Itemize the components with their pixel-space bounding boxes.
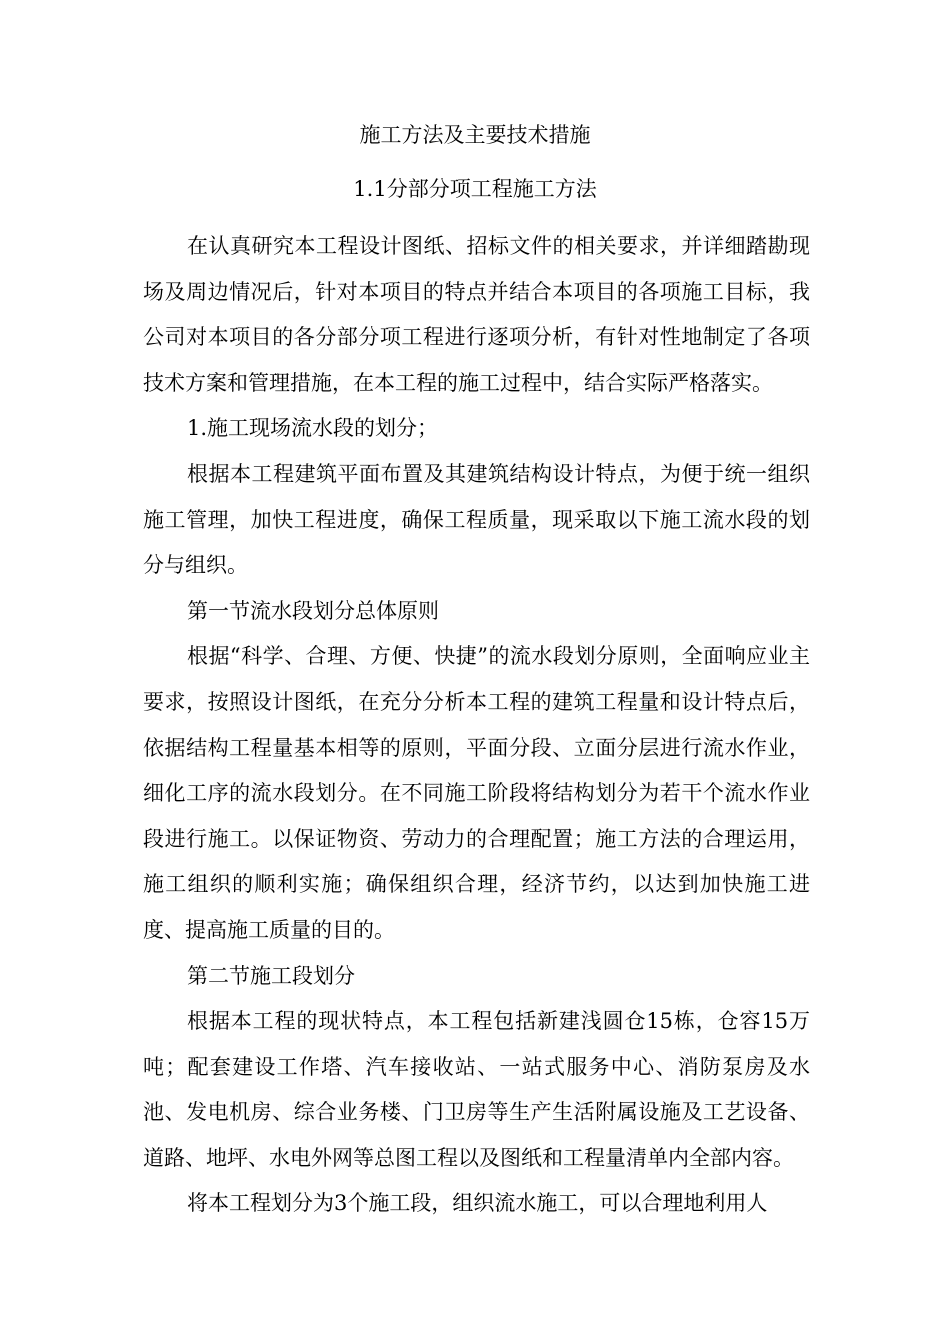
document-body [143,224,810,1227]
paragraph-scope: 根据本工程的现状特点，本工程包括新建浅圆仓15栋，仓容15万吨；配套建设工作塔、汽车接收站、一站式服务中心、消防泵房及水池、发电机房、综合业务楼、门卫房等生产生活附属设施及工艺设备、道路、地坪、水电外网等总图工程以及图纸和工程量清单内全部内容。 [143,1009,810,1170]
document-title: 施工方法及主要技术措施 [359,123,591,147]
paragraph-intro: 在认真研究本工程设计图纸、招标文件的相关要求，并详细踏勘现场及周边情况后，针对本项目的特点并结合本项目的各项施工目标，我公司对本项目的各分部分项工程进行逐项分析，有针对性地制定了各项技术方案和管理措施，在本工程的施工过程中，结合实际严格落实。 [143,234,810,395]
paragraph-subheading-1: 第一节流水段划分总体原则 [187,598,439,623]
paragraph-principles: 根据“科学、合理、方便、快捷”的流水段划分原则，全面响应业主要求，按照设计图纸，在充分分析本工程的建筑工程量和设计特点后，依据结构工程量基本相等的原则，平面分段、立面分层进行流水作业，细化工序的流水段划分。在不同施工阶段将结构划分为若干个流水作业段进行施工。以保证物资、劳动力的合理配置；施工方法的合理运用，施工组织的顺利实施；确保组织合理，经济节约，以达到加快施工进度、提高施工质量的目的。 [143,644,810,942]
paragraph-layout: 根据本工程建筑平面布置及其建筑结构设计特点，为便于统一组织施工管理，加快工程进度，确保工程质量，现采取以下施工流水段的划分与组织。 [143,461,810,578]
paragraph-subheading-2: 第二节施工段划分 [187,963,355,988]
paragraph-heading-1: 1.施工现场流水段的划分； [187,416,439,441]
section-heading: 1.1分部分项工程施工方法 [353,177,597,201]
paragraph-segments: 将本工程划分为3个施工段，组织流水施工，可以合理地利用人 [187,1191,768,1216]
